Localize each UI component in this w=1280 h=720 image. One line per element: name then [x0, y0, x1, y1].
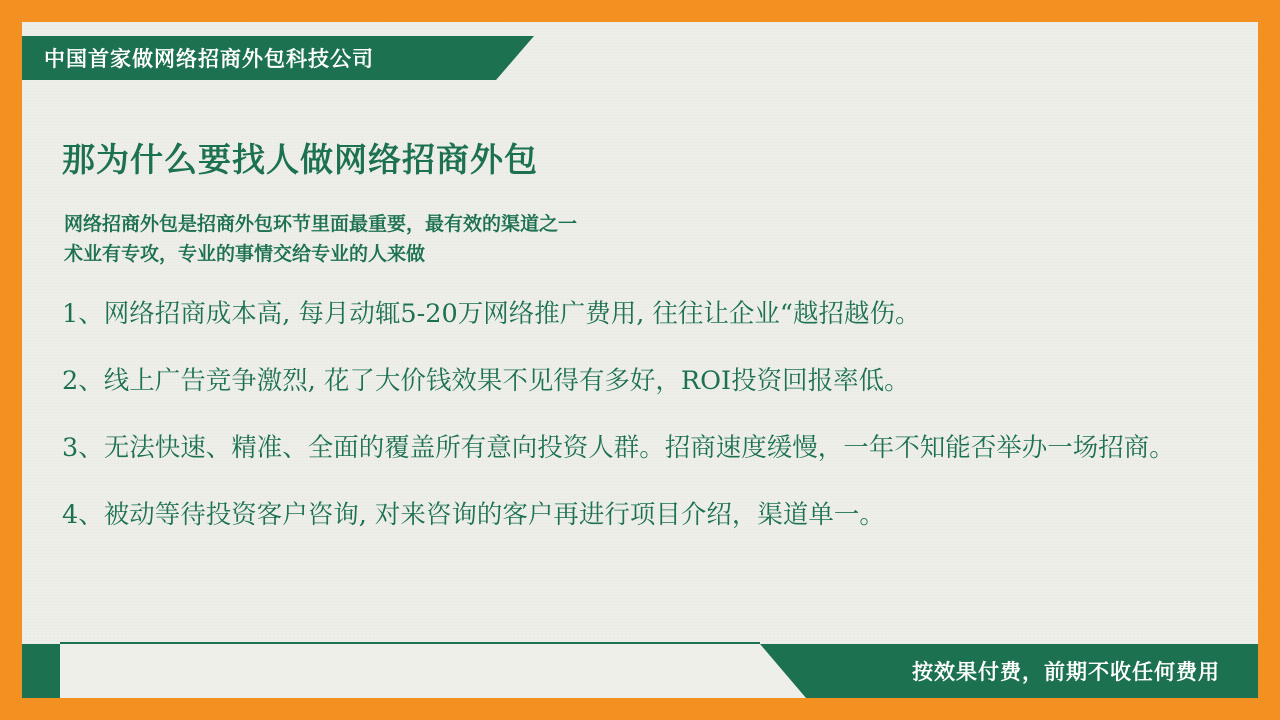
footer-wedge-triangle	[760, 644, 806, 698]
header-ribbon-notch	[496, 36, 534, 80]
list-item: 4、被动等待投资客户咨询, 对来咨询的客户再进行项目介绍，渠道单一。	[62, 500, 885, 530]
list-item: 1、网络招商成本高, 每月动辄5-20万网络推广费用, 往往让企业“越招越伤。	[62, 299, 921, 329]
list-item: 2、线上广告竞争激烈, 花了大价钱效果不见得有多好，ROI投资回报率低。	[62, 366, 910, 396]
footer-wedge	[60, 644, 760, 698]
header-ribbon-label: 中国首家做网络招商外包科技公司	[44, 48, 374, 71]
footer-hairline	[60, 642, 760, 644]
subtitle-line-1: 网络招商外包是招商外包环节里面最重要，最有效的渠道之一	[64, 214, 578, 235]
subtitle-line-2: 术业有专攻，专业的事情交给专业的人来做	[64, 244, 426, 265]
footer-label: 按效果付费，前期不收任何费用	[912, 661, 1220, 684]
list-item: 3、无法快速、精准、全面的覆盖所有意向投资人群。招商速度缓慢，一年不知能否举办一场招商。	[62, 433, 1175, 463]
points-list	[62, 294, 1202, 562]
page-subtitle	[64, 210, 577, 270]
header-ribbon	[22, 36, 496, 80]
page-title: 那为什么要找人做网络招商外包	[62, 141, 538, 178]
